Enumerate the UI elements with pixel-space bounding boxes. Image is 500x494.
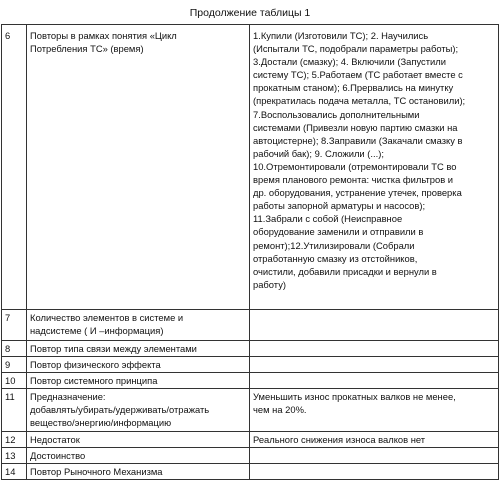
criterion-value: Реального снижения износа валков нет: [250, 431, 499, 447]
criteria-table: [1, 24, 499, 480]
criterion-value: [250, 373, 499, 389]
criterion-name: Недостаток: [27, 431, 250, 447]
row-number: 11: [2, 389, 27, 431]
criterion-value: [250, 447, 499, 463]
criterion-name: Повтор типа связи между элементами: [27, 341, 250, 357]
table-row: [2, 447, 499, 463]
table-row: [2, 341, 499, 357]
criterion-value: Уменьшить износ прокатных валков не менее, чем на 20%.: [250, 389, 499, 431]
table-row: [2, 431, 499, 447]
criterion-name: Повтор физического эффекта: [27, 357, 250, 373]
row-number: 14: [2, 463, 27, 479]
criterion-value: [250, 310, 499, 341]
table-row: [2, 357, 499, 373]
table-caption: Продолжение таблицы 1: [189, 7, 311, 19]
criterion-name: Повторы в рамках понятия «Цикл Потребления ТС» (время): [27, 25, 250, 310]
table-row: [2, 463, 499, 479]
criterion-value: [250, 357, 499, 373]
criterion-name: Количество элементов в системе и надсистеме ( И –информация): [27, 310, 250, 341]
table-row: [2, 25, 499, 310]
criterion-name: Повтор Рыночного Механизма: [27, 463, 250, 479]
criterion-name: Достоинство: [27, 447, 250, 463]
row-number: 7: [2, 310, 27, 341]
criterion-value: 1.Купили (Изготовили ТС); 2. Научились (Испытали ТС, подобрали параметры работы); 3.Достали (смазку); 4. Включили (Запустили систему ТС); 5.Работаем (ТС работает вместе с прокатным станом); 6.Прервались на минутку (прекратилась подача металла, ТС остановили); 7.Воспользовались дополнительными системами (Привезли новую партию смазки на автоцистерне); 8.Заправили (Закачали смазку в рабочий бак); 9. Сложили (...); 10.Отремонтировали (отремонтировали ТС во время планового ремонта: чистка фильтров и др. оборудования, устранение утечек, проверка работы запорной арматуры и насосов); 11.Забрали с собой (Неисправное оборудование заменили и отправили в ремонт);12.Утилизировали (Собрали отработанную смазку из отстойников, очистили, добавили присадки и вернули в работу): [250, 25, 499, 310]
criterion-value: [250, 341, 499, 357]
row-number: 10: [2, 373, 27, 389]
table-row: [2, 310, 499, 341]
criterion-value: [250, 463, 499, 479]
row-number: 13: [2, 447, 27, 463]
row-number: 9: [2, 357, 27, 373]
criterion-name: Предназначение: добавлять/убирать/удерживать/отражать вещество/энергию/информацию: [27, 389, 250, 431]
table-row: [2, 389, 499, 431]
row-number: 8: [2, 341, 27, 357]
row-number: 6: [2, 25, 27, 310]
row-number: 12: [2, 431, 27, 447]
table-row: [2, 373, 499, 389]
criterion-name: Повтор системного принципа: [27, 373, 250, 389]
